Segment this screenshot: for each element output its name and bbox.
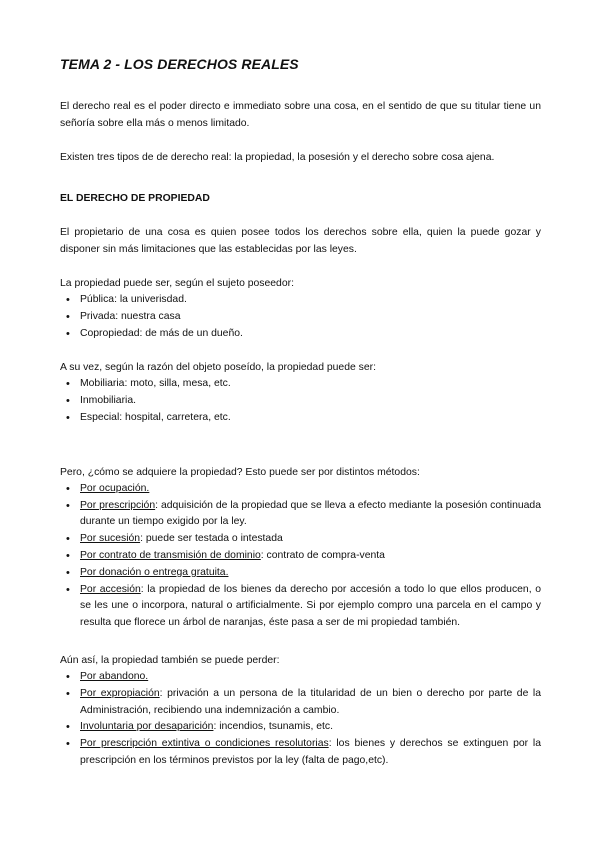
list-desc: : incendios, tsunamis, etc. <box>213 721 333 733</box>
section-heading: EL DERECHO DE PROPIEDAD <box>60 193 210 204</box>
lose-list <box>60 669 541 770</box>
list-item: • Privada: nuestra casa <box>60 309 541 326</box>
list-term: Involuntaria por desaparición <box>80 721 214 733</box>
document-title: TEMA 2 - LOS DERECHOS REALES <box>60 56 299 72</box>
intro-paragraph: El derecho real es el poder directo e immediato sobre una cosa, en el sentido de que su titular tiene un señoría sobre ella más o menos limitado. <box>60 101 541 129</box>
list-item <box>60 565 541 582</box>
list-item: • Mobiliaria: moto, silla, mesa, etc. <box>60 376 541 393</box>
document-page <box>60 56 541 770</box>
list-item <box>60 548 541 565</box>
list-item <box>60 669 541 686</box>
list-item <box>60 531 541 548</box>
list-item: • Especial: hospital, carretera, etc. <box>60 410 541 427</box>
object-list <box>60 376 541 426</box>
list-term: Por expropiación <box>80 687 160 699</box>
list-item <box>60 498 541 532</box>
list-term: Por donación o entrega gratuita. <box>80 566 229 578</box>
definition-paragraph: El propietario de una cosa es quien posee todos los derechos sobre ella, quien la puede gozar y disponer sin más limitaciones que las establecidas por las leyes. <box>60 227 541 255</box>
subject-list <box>60 292 541 342</box>
list-term: Por prescripción <box>80 499 156 511</box>
list-term: Por ocupación. <box>80 482 150 494</box>
list-item: • Inmobiliaria. <box>60 393 541 410</box>
acquire-list <box>60 481 541 632</box>
list-term: Por contrato de transmisión de dominio <box>80 549 261 561</box>
list-term: Por accesión <box>80 583 141 595</box>
list-item: • Pública: la univerisdad. <box>60 292 541 309</box>
list-desc: : privación a un persona de la titularidad de un bien o derecho por parte de la Administración, recibiendo una indemnización a cambio. <box>80 687 541 716</box>
lose-intro: Aún así, la propiedad también se puede perder: <box>60 654 280 666</box>
subject-intro: La propiedad puede ser, según el sujeto poseedor: <box>60 278 294 289</box>
list-item <box>60 481 541 498</box>
list-desc: : adquisición de la propiedad que se lleva a efecto mediante la posesión continuada durante un tiempo exigido por la ley. <box>80 499 541 528</box>
acquire-intro: Pero, ¿cómo se adquiere la propiedad? Esto puede ser por distintos métodos: <box>60 466 420 478</box>
list-desc: : contrato de compra-venta <box>260 549 385 561</box>
list-item <box>60 686 541 720</box>
object-intro: A su vez, según la razón del objeto poseído, la propiedad puede ser: <box>60 362 376 374</box>
list-term: Por prescripción extintiva o condiciones resolutorias <box>80 738 329 750</box>
intro-types-paragraph: Existen tres tipos de de derecho real: la propiedad, la posesión y el derecho sobre cosa ajena. <box>60 152 495 163</box>
list-item <box>60 736 541 770</box>
list-term: Por abandono. <box>80 670 149 682</box>
list-item <box>60 719 541 736</box>
list-desc: : la propiedad de los bienes da derecho por accesión a todo lo que ellos producen, o se les une o incorpora, natural o artificialmente. Si por ejemplo compro una parcela en el campo y resulta que florece un árbol de naranjas, éste pasa a ser de mi propiedad también. <box>80 583 541 629</box>
list-term: Por sucesión <box>80 533 141 545</box>
list-desc: : puede ser testada o intestada <box>140 533 283 545</box>
list-desc: : los bienes y derechos se extinguen por la prescripción en los términos previstos por la ley (falta de pago,etc). <box>80 738 541 766</box>
list-item: • Copropiedad: de más de un dueño. <box>60 326 541 343</box>
list-item <box>60 582 541 632</box>
